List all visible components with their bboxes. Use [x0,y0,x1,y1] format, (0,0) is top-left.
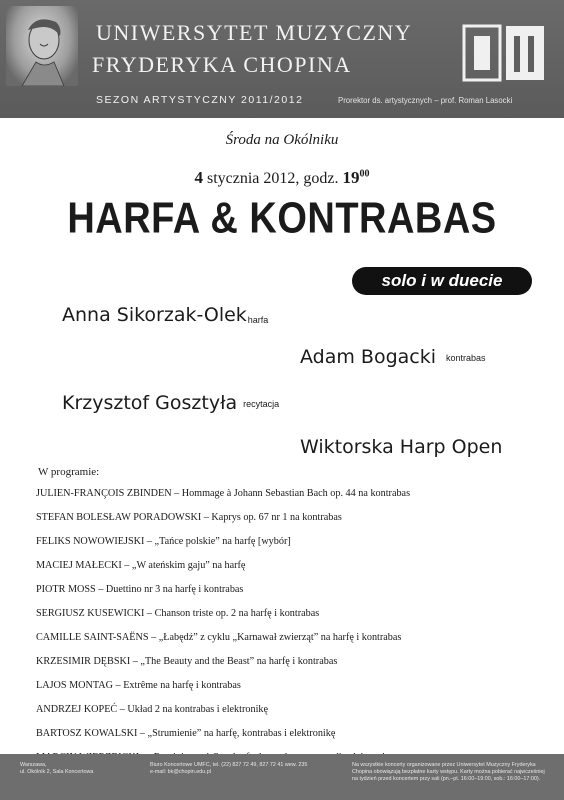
event-date [0,168,564,188]
concert-title: HARFA & KONTRABAS [67,194,497,244]
chopin-portrait-image [6,6,78,86]
time-hour: 19 [342,168,360,187]
performer-2 [300,346,486,368]
university-name-line1: UNIWERSYTET MUZYCZNY [96,20,413,45]
date-text: stycznia 2012, godz. [202,170,343,187]
performer-role: recytacja [243,399,280,409]
program-item: ANDRZEJ KOPEĆ – Układ 2 na kontrabas i elektronikę [36,704,269,715]
performer-role: kontrabas [446,353,486,363]
performer-3 [62,392,279,414]
performer-name: Anna Sikorzak-Olek [62,304,247,326]
footer-address [20,762,116,776]
program-item: STEFAN BOLESŁAW PORADOWSKI – Kaprys op. 67 nr 1 na kontrabas [36,512,342,523]
footer-note: Na wszystkie koncerty organizowane przez Uniwersytet Muzyczny Fryderyka Chopina obowiązują bezpłatne karty wstępu. Karty można pobierać najwcześniej na tydzień przed koncertem przy sali (pn.–pt. 16:00–19:00, sob.: 16:00–17:00). [352,762,545,782]
program-item: JULIEN-FRANÇOIS ZBINDEN – Hommage à Johann Sebastian Bach op. 44 na kontrabas [36,488,411,499]
performer-1 [62,304,268,326]
office-email: e-mail: bk@chopin.edu.pl [150,769,211,775]
performer-name: Krzysztof Gosztyła [62,392,238,414]
program-item: BARTOSZ KOWALSKI – „Strumienie” na harfę, kontrabas i elektronikę [36,728,336,739]
program-heading: W programie: [38,466,100,478]
program-item: KRZESIMIR DĘBSKI – „The Beauty and the Beast” na harfę i kontrabas [36,656,338,667]
footer-band [0,754,564,800]
event-series: Środa na Okólniku [225,132,339,148]
program-item: CAMILLE SAINT-SAËNS – „Łabędź” z cyklu „Karnawał zwierząt” na harfę i kontrabas [36,632,402,643]
office-phone: Biuro Koncertowe UMFC, tel. (22) 827 72 49, 827 72 41 wew. 235 [150,762,308,768]
date-day: 4 [194,168,203,187]
address-city: Warszawa, [20,762,47,768]
program-item: FELIKS NOWOWIEJSKI – „Tańce polskie” na harfę [wybór] [36,536,291,547]
umfc-logo [462,22,546,84]
university-name-line2: FRYDERYKA CHOPINA [92,52,352,77]
program-item: SERGIUSZ KUSEWICKI – Chanson triste op. 2 na harfę i kontrabas [36,608,320,619]
footer-office [150,762,320,776]
address-street: ul. Okólnik 2, Sala Koncertowa [20,769,94,775]
concert-subtitle: solo i w duecie [352,267,532,295]
program-list [36,488,546,776]
performer-name: Wiktorska Harp Open [300,436,503,458]
season-label: SEZON ARTYSTYCZNY 2011/2012 [96,94,304,106]
header-band [0,0,564,118]
time-minutes: 00 [359,168,370,180]
performer-name: Adam Bogacki [300,346,437,368]
program-item: PIOTR MOSS – Duettino nr 3 na harfę i kontrabas [36,584,244,595]
program-item: MACIEJ MAŁECKI – „W ateńskim gaju” na harfę [36,560,246,571]
performer-4 [300,436,502,458]
performer-role: harfa [247,315,269,325]
program-item: LAJOS MONTAG – Extrême na harfę i kontrabas [36,680,241,691]
prorector-label: Prorektor ds. artystycznych – prof. Roman Lasocki [338,96,513,105]
